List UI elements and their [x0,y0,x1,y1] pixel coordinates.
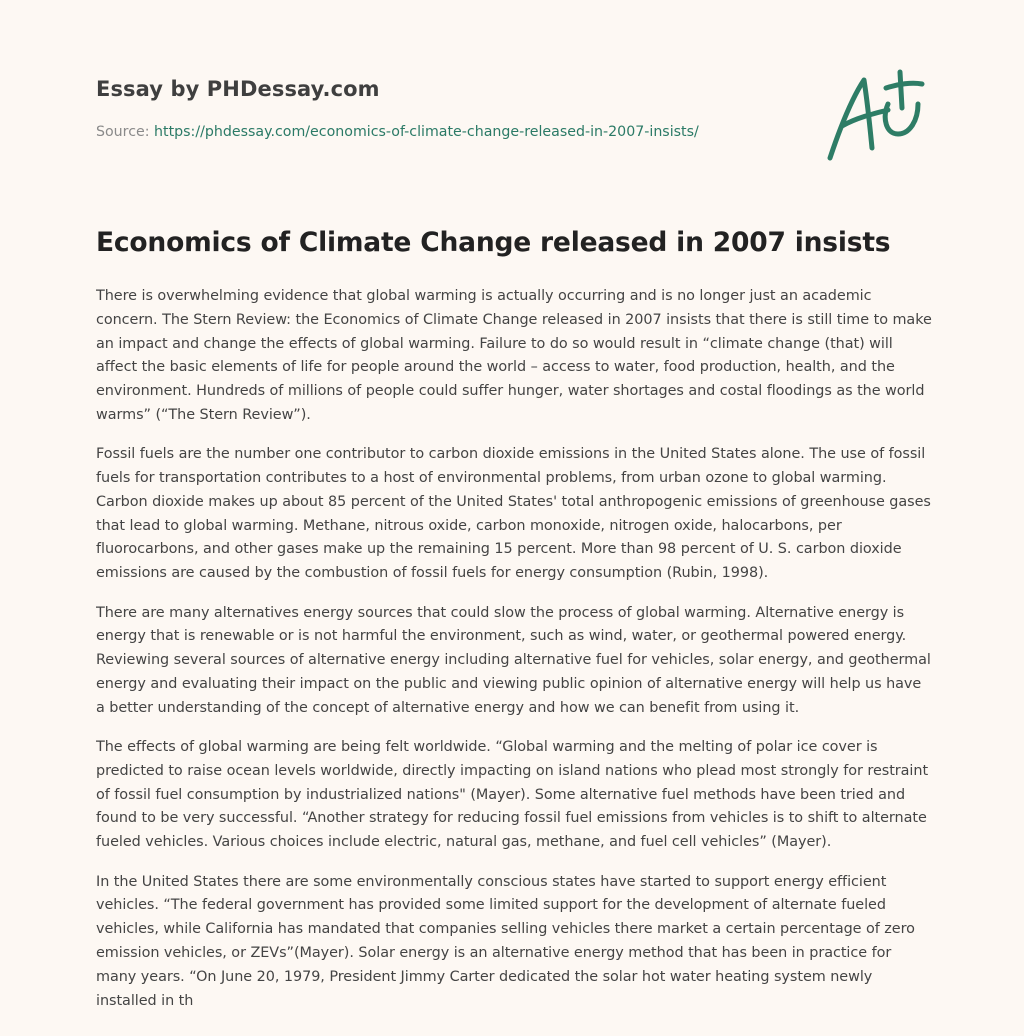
site-brand: Essay by PHDessay.com [96,77,380,101]
essay-paragraph-5: In the United States there are some environmentally conscious states have started to support energy efficient vehicles. “The federal government has provided some limited support for the development of alternate fueled vehicles, while California has mandated that companies selling vehicles there market a certain percentage of zero emission vehicles, or ZEVs”(Mayer). Solar energy is an alternative energy method that has been in practice for many years. “On June 20, 1979, President Jimmy Carter dedicated the solar hot water heating system newly installed in th [96,873,915,1009]
source-link[interactable]: https://phdessay.com/economics-of-climate-change-released-in-2007-insists/ [154,124,699,140]
essay-paragraph-3: There are many alternatives energy sources that could slow the process of global warming. Alternative energy is energy that is renewable or is not harmful the environment, such as wind, water, or geothermal powered energy. Reviewing several sources of alternative energy including alternative fuel for vehicles, solar energy, and geothermal energy and evaluating their impact on the public and viewing public opinion of alternative energy will help us have a better understanding of the concept of alternative energy and how we can benefit from using it. [96,604,931,716]
essay-paragraph-1: There is overwhelming evidence that global warming is actually occurring and is no longer just an academic concern. The Stern Review: the Economics of Climate Change released in 2007 insists that there is still time to make an impact and change the effects of global warming. Failure to do so would result in “climate change (that) will affect the basic elements of life for people around the world – access to water, food production, health, and the environment. Hundreds of millions of people could suffer hunger, water shortages and costal floodings as the world warms” (“The Stern Review”). [96,288,932,423]
a-plus-logo-icon [826,68,926,164]
essay-body [96,285,932,1025]
source-line [96,124,699,140]
essay-title: Economics of Climate Change released in 2007 insists [96,227,891,258]
essay-paragraph-2: Fossil fuels are the number one contributor to carbon dioxide emissions in the United States alone. The use of fossil fuels for transportation contributes to a host of environmental problems, from urban ozone to global warming. Carbon dioxide makes up about 85 percent of the United States' total anthropogenic emissions of greenhouse gases that lead to global warming. Methane, nitrous oxide, carbon monoxide, nitrogen oxide, halocarbons, per fluorocarbons, and other gases make up the remaining 15 percent. More than 98 percent of U. S. carbon dioxide emissions are caused by the combustion of fossil fuels for energy consumption (Rubin, 1998). [96,446,931,582]
source-label: Source: [96,124,150,140]
essay-paragraph-4: The effects of global warming are being felt worldwide. “Global warming and the melting of polar ice cover is predicted to raise ocean levels worldwide, directly impacting on island nations who plead most strongly for restraint of fossil fuel consumption by industrialized nations" (Mayer). Some alternative fuel methods have been tried and found to be very successful. “Another strategy for reducing fossil fuel emissions from vehicles is to shift to alternate fueled vehicles. Various choices include electric, natural gas, methane, and fuel cell vehicles” (Mayer). [96,739,929,851]
